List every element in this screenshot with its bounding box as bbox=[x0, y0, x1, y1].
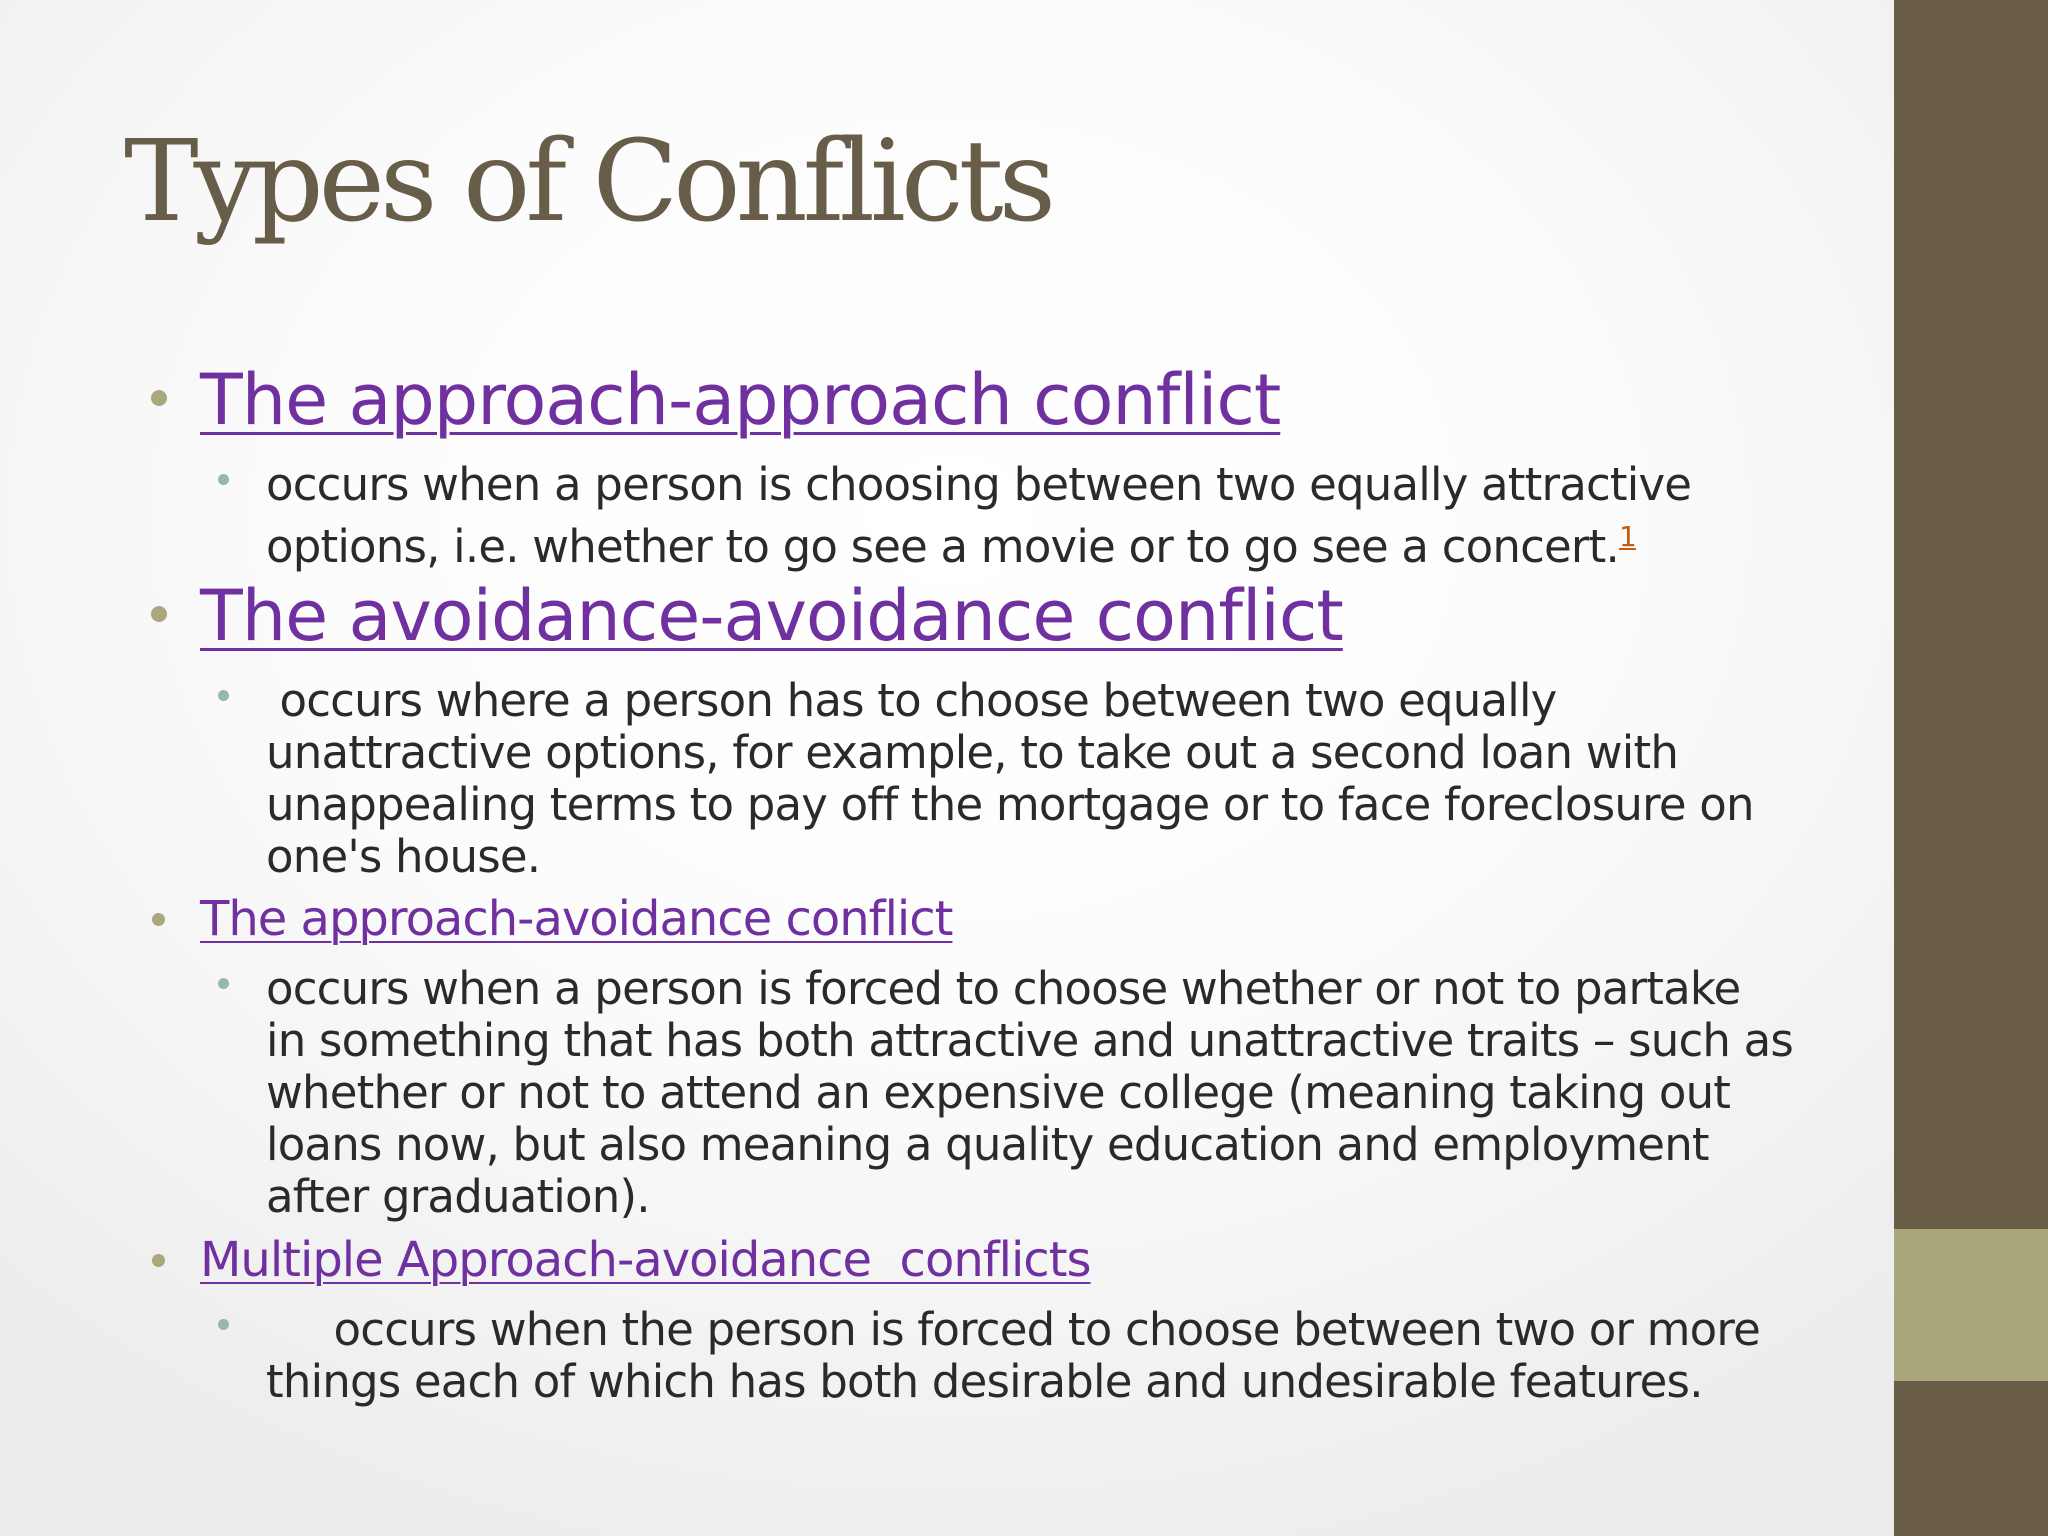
link-multiple-approach-avoidance-conflicts[interactable]: Multiple Approach-avoidance conflicts bbox=[200, 1232, 1091, 1288]
link-approach-avoidance-conflict[interactable]: The approach-avoidance conflict bbox=[200, 891, 953, 947]
description-avoidance-avoidance bbox=[266, 675, 1754, 883]
description-line: unappealing terms to pay off the mortgage or to face foreclosure on bbox=[266, 778, 1754, 831]
description-line: whether or not to attend an expensive college (meaning taking out bbox=[266, 1066, 1731, 1119]
sub-bullet-dot bbox=[218, 690, 229, 701]
description-line: one's house. bbox=[266, 830, 541, 883]
slide-title: Types of Conflicts bbox=[124, 117, 1052, 247]
link-approach-approach-conflict[interactable]: The approach-approach conflict bbox=[200, 359, 1281, 441]
description-line: occurs where a person has to choose between two equally bbox=[266, 674, 1557, 727]
footnote-link[interactable]: 1 bbox=[1618, 520, 1636, 553]
description-line: occurs when a person is choosing between two equally attractive bbox=[266, 458, 1692, 511]
description-line: loans now, but also meaning a quality education and employment bbox=[266, 1118, 1709, 1171]
description-line: things each of which has both desirable and undesirable features. bbox=[266, 1355, 1703, 1408]
description-multiple-approach-avoidance bbox=[266, 1304, 1760, 1408]
bullet-dot bbox=[152, 1254, 165, 1267]
description-line: in something that has both attractive and unattractive traits – such as bbox=[266, 1014, 1794, 1067]
description-approach-avoidance bbox=[266, 963, 1793, 1223]
bullet-dot bbox=[151, 606, 167, 622]
link-avoidance-avoidance-conflict[interactable]: The avoidance-avoidance conflict bbox=[200, 575, 1343, 657]
description-line: unattractive options, for example, to take out a second loan with bbox=[266, 726, 1679, 779]
description-line: occurs when the person is forced to choose between two or more bbox=[266, 1303, 1761, 1356]
side-bar-accent bbox=[1894, 1229, 2048, 1381]
description-line: occurs when a person is forced to choose whether or not to partake bbox=[266, 962, 1741, 1015]
bullet-dot bbox=[151, 390, 167, 406]
sub-bullet-dot bbox=[218, 1319, 229, 1330]
sub-bullet-dot bbox=[218, 474, 229, 485]
sub-bullet-dot bbox=[218, 978, 229, 989]
description-line: after graduation). bbox=[266, 1170, 650, 1223]
description-line: options, i.e. whether to go see a movie or to go see a concert. bbox=[266, 520, 1619, 573]
bullet-dot bbox=[152, 913, 165, 926]
description-approach-approach bbox=[266, 459, 1691, 573]
